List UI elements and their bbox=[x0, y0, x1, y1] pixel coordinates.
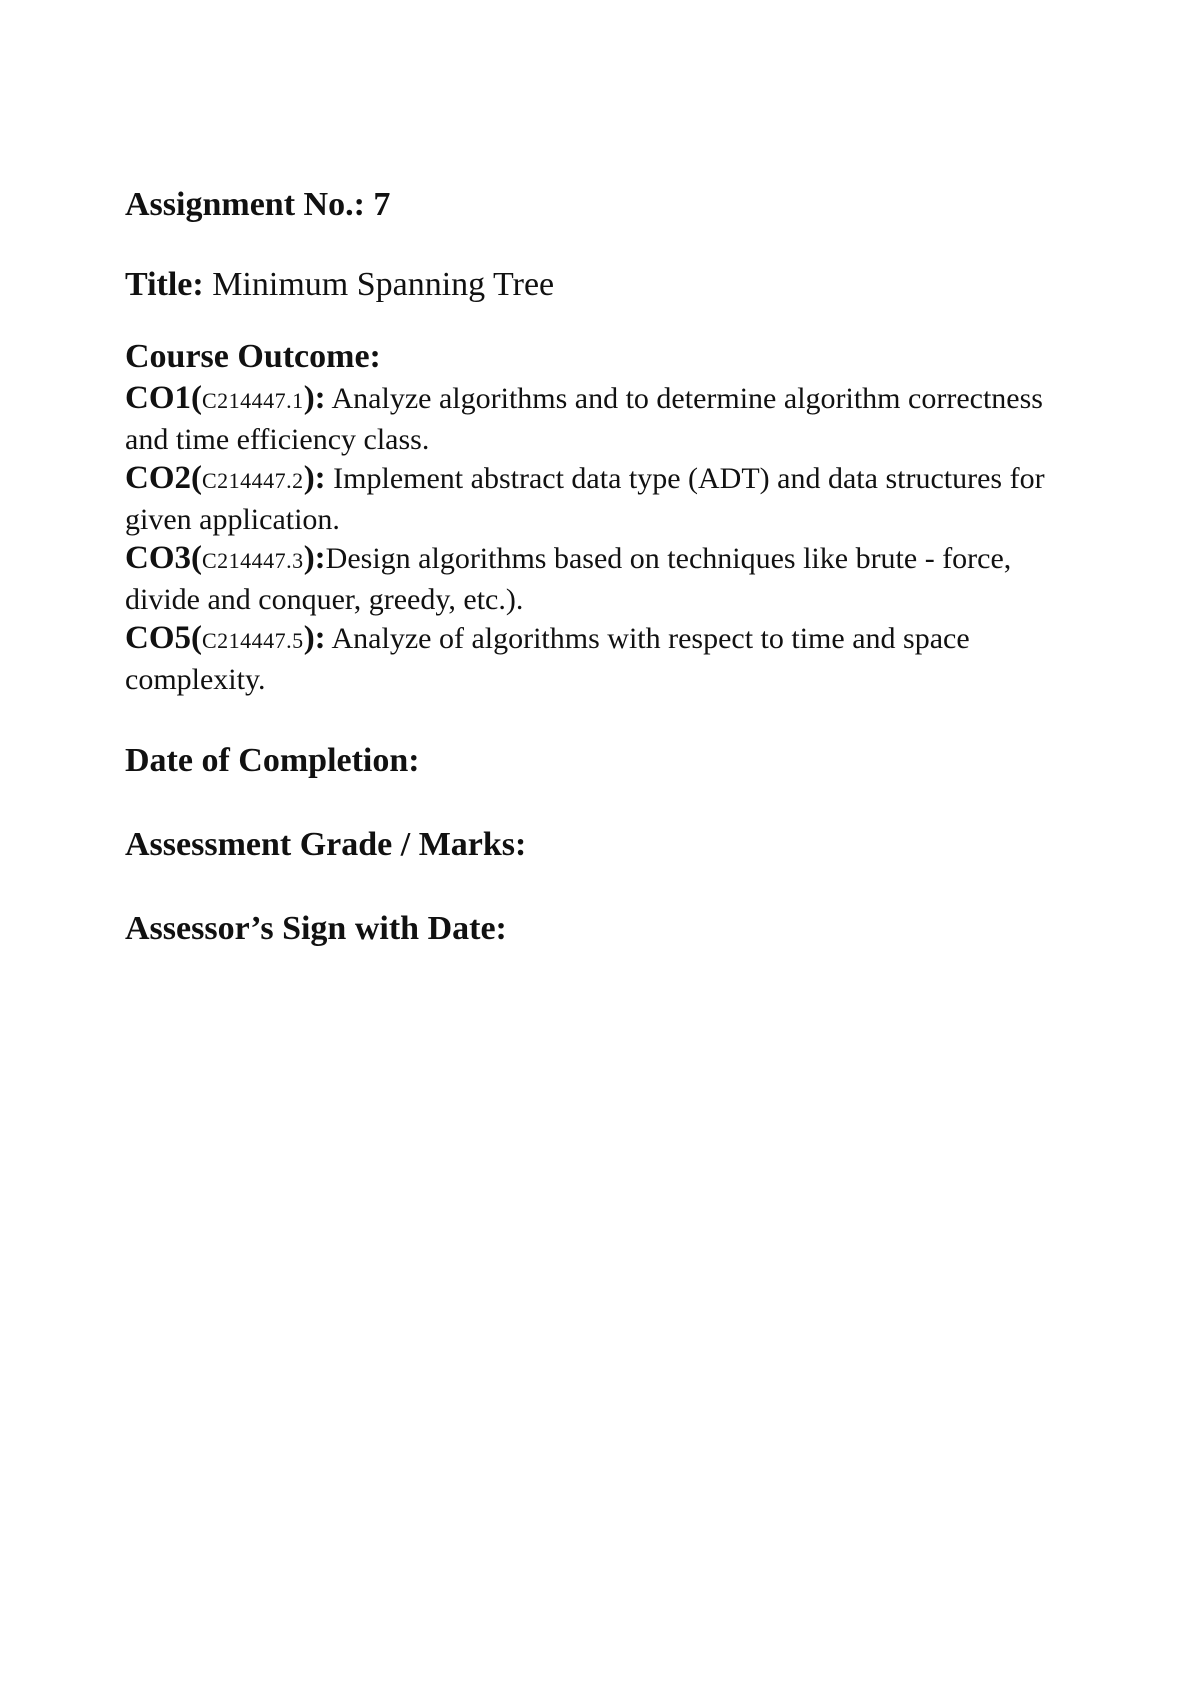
co-code: C214447.1 bbox=[202, 388, 304, 413]
assignment-label: Assignment No.: bbox=[125, 186, 365, 223]
assessor-sign-label: Assessor’s Sign with Date: bbox=[125, 910, 507, 947]
co-code: C214447.3 bbox=[202, 548, 304, 573]
co-description: Design algorithms based on techniques like brute - force, divide and conquer, greedy, etc.). bbox=[125, 542, 1012, 616]
course-outcome-item: CO5(C214447.5): Analyze of algorithms with respect to time and space complexity. bbox=[125, 620, 970, 696]
course-outcome-heading: Course Outcome: bbox=[125, 338, 381, 375]
co-description: Implement abstract data type (ADT) and data structures for given application. bbox=[125, 462, 1045, 536]
date-of-completion-label: Date of Completion: bbox=[125, 742, 420, 779]
co-description: Analyze algorithms and to determine algorithm correctness and time efficiency class. bbox=[125, 382, 1043, 456]
course-outcome-list bbox=[125, 379, 1085, 699]
document-content bbox=[125, 185, 1085, 949]
assessment-grade-label: Assessment Grade / Marks: bbox=[125, 826, 527, 863]
course-outcome-item: CO3(C214447.3):Design algorithms based on techniques like brute - force, divide and conquer, greedy, etc.). bbox=[125, 540, 1012, 616]
course-outcome-item: CO1(C214447.1): Analyze algorithms and to determine algorithm correctness and time efficiency class. bbox=[125, 380, 1043, 456]
co-id: CO2 bbox=[125, 460, 191, 496]
co-code: C214447.5 bbox=[202, 628, 304, 653]
title-label: Title: bbox=[125, 266, 204, 303]
title-value: Minimum Spanning Tree bbox=[212, 266, 555, 303]
co-id: CO3 bbox=[125, 540, 191, 576]
assignment-number: 7 bbox=[373, 186, 391, 223]
co-description: Analyze of algorithms with respect to time and space complexity. bbox=[125, 622, 970, 696]
title-line bbox=[125, 265, 1085, 305]
co-id: CO5 bbox=[125, 620, 191, 656]
course-outcome-item: CO2(C214447.2): Implement abstract data type (ADT) and data structures for given application. bbox=[125, 460, 1045, 536]
co-id: CO1 bbox=[125, 380, 191, 416]
assignment-number-line bbox=[125, 185, 1085, 225]
co-code: C214447.2 bbox=[202, 468, 304, 493]
